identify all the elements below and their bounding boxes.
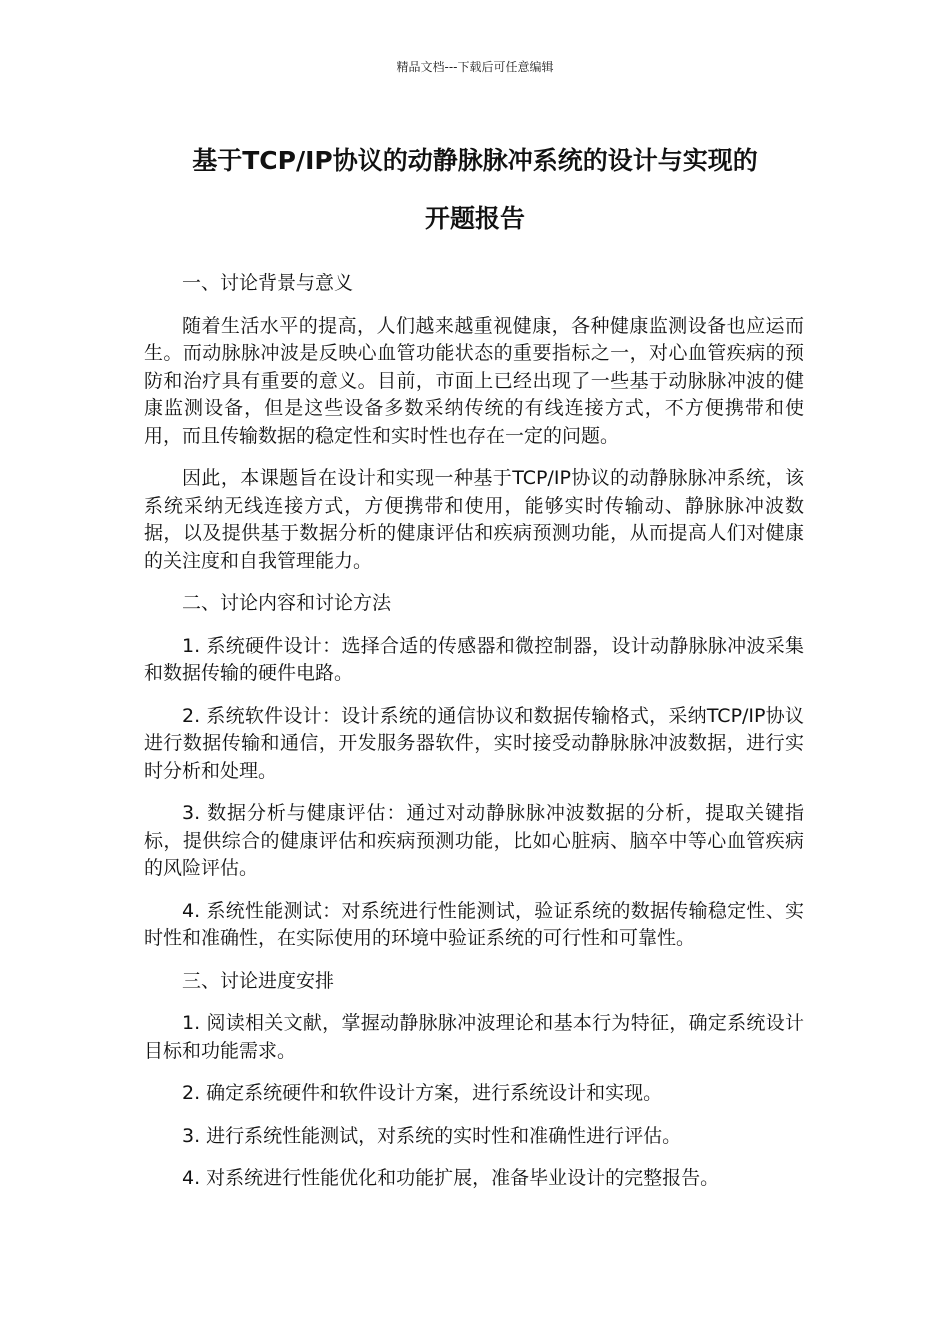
- list-item-schedule-2: 2. 确定系统硬件和软件设计方案，进行系统设计和实现。: [182, 1082, 663, 1104]
- list-item-hardware-design: 1. 系统硬件设计：选择合适的传感器和微控制器，设计动静脉脉冲波采集和数据传输的硬件电路。: [144, 634, 804, 684]
- section-heading-background: 一、讨论背景与意义: [182, 272, 354, 294]
- page-title: [130, 132, 820, 248]
- document-body: [144, 270, 804, 1208]
- list-item-software-design: 2. 系统软件设计：设计系统的通信协议和数据传输格式，采纳TCP/IP协议进行数据传输和通信，开发服务器软件，实时接受动静脉脉冲波数据，进行实时分析和处理。: [144, 704, 804, 782]
- title-line-2: 开题报告: [424, 204, 525, 233]
- section-heading-schedule: 三、讨论进度安排: [182, 969, 335, 992]
- list-item-schedule-1: 1. 阅读相关文献，掌握动静脉脉冲波理论和基本行为特征，确定系统设计目标和功能需求。: [144, 1012, 804, 1062]
- list-item-schedule-4: 4. 对系统进行性能优化和功能扩展，准备毕业设计的完整报告。: [182, 1167, 720, 1189]
- title-line-1: 基于TCP/IP协议的动静脉脉冲系统的设计与实现的: [192, 146, 758, 175]
- paragraph-background-1: 随着生活水平的提高，人们越来越重视健康，各种健康监测设备也应运而生。而动脉脉冲波是反映心血管功能状态的重要指标之一，对心血管疾病的预防和治疗具有重要的意义。目前，市面上已经出现了一些基于动脉脉冲波的健康监测设备，但是这些设备多数采纳传统的有线连接方式，不方便携带和使用，而且传输数据的稳定性和实时性也存在一定的问题。: [144, 314, 804, 447]
- list-item-performance-test: 4. 系统性能测试：对系统进行性能测试，验证系统的数据传输稳定性、实时性和准确性，在实际使用的环境中验证系统的可行性和可靠性。: [144, 899, 804, 949]
- list-item-schedule-3: 3. 进行系统性能测试，对系统的实时性和准确性进行评估。: [182, 1124, 682, 1147]
- list-item-data-analysis: 3. 数据分析与健康评估：通过对动静脉脉冲波数据的分析，提取关键指标，提供综合的健康评估和疾病预测功能，比如心脏病、脑卒中等心血管疾病的风险评估。: [144, 802, 804, 879]
- header-note: 精品文档---下载后可任意编辑: [396, 60, 554, 74]
- paragraph-background-2: 因此，本课题旨在设计和实现一种基于TCP/IP协议的动静脉脉冲系统，该系统采纳无线连接方式，方便携带和使用，能够实时传输动、静脉脉冲波数据，以及提供基于数据分析的健康评估和疾病预测功能，从而提高人们对健康的关注度和自我管理能力。: [144, 467, 804, 572]
- section-heading-methods: 二、讨论内容和讨论方法: [182, 592, 392, 614]
